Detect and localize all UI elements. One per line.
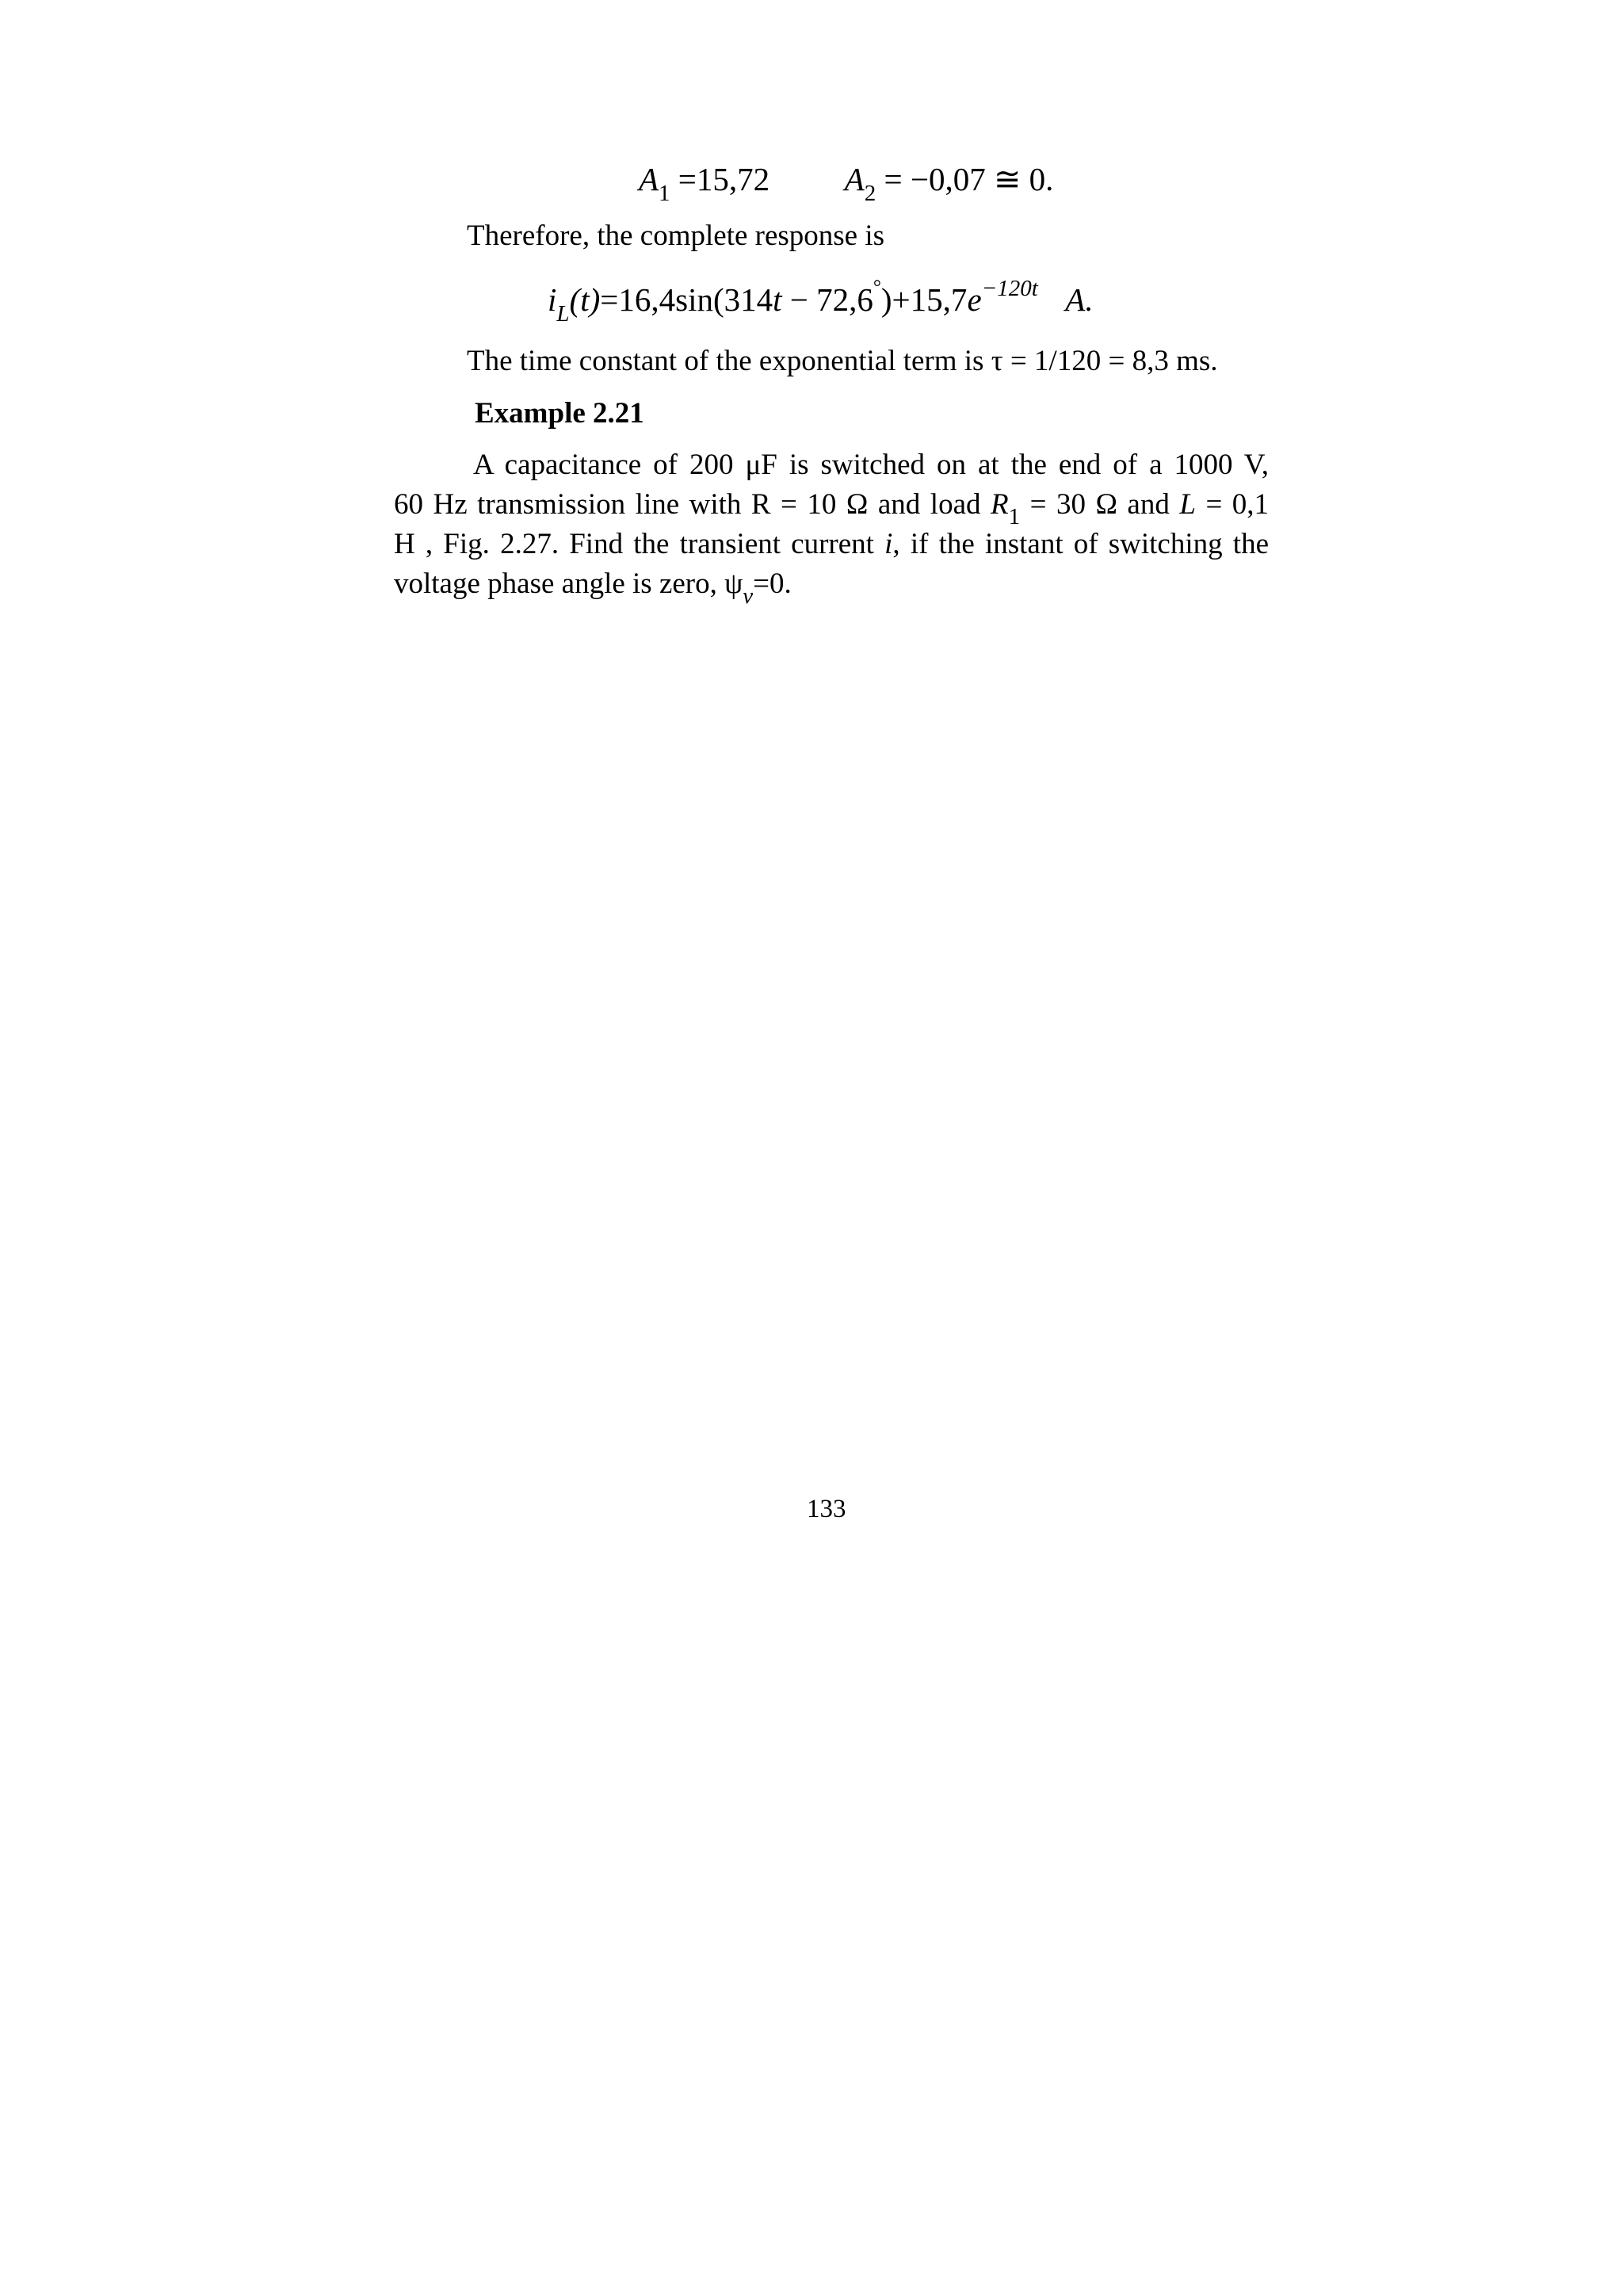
time-constant-text: The time constant of the exponential term is τ = 1/120 = 8,3 ms.	[467, 345, 1218, 377]
equation-complete-response	[548, 276, 1094, 327]
a1-subscript: 1	[659, 181, 670, 206]
current-symbol: i	[548, 281, 557, 318]
current-subscript: L	[556, 301, 570, 327]
exponential-coefficient: )+15,7	[880, 281, 968, 318]
a2-value: = −0,07 ≅ 0.	[884, 161, 1054, 197]
r1-subscript: 1	[1008, 504, 1021, 529]
paragraph-line-1: A capacitance of 200 μF is switched on at the end of a 1000 V,	[473, 449, 1269, 481]
time-variable: t	[773, 281, 782, 318]
unit-ampere: A.	[1065, 281, 1094, 318]
example-paragraph	[394, 445, 1270, 609]
paragraph-line-2: 60 Hz transmission line with R = 10 Ω and load $R_1 = 30$ Ω and L = 0,1	[394, 488, 1270, 529]
euler-e: e	[967, 281, 982, 318]
paragraph-line-4: voltage phase angle is zero, $\psi_v=0$.	[394, 567, 792, 609]
time-argument: (t)	[569, 281, 601, 318]
page-number: 133	[807, 1495, 846, 1523]
psi-symbol: ψ	[724, 567, 743, 600]
a1-value: =15,72	[678, 161, 770, 197]
a2-subscript: 2	[864, 181, 876, 206]
a2-symbol: A	[844, 161, 865, 197]
exponent: −120t	[981, 276, 1038, 301]
phase-term: − 72,6	[781, 281, 873, 318]
equation-constants	[639, 161, 1054, 206]
sine-term: =16,4sin(314	[600, 281, 773, 318]
degree-symbol: °	[873, 277, 881, 298]
psi-subscript: v	[743, 583, 754, 609]
therefore-text: Therefore, the complete response is	[467, 220, 885, 252]
example-heading: Example 2.21	[475, 397, 644, 430]
current-i-symbol: i	[884, 528, 893, 560]
r1-symbol: R	[991, 488, 1009, 521]
paragraph-line-3: H , Fig. 2.27. Find the transient current i, if the instant of switching the	[394, 528, 1270, 560]
a1-symbol: A	[639, 161, 659, 197]
l-symbol: L	[1179, 488, 1196, 521]
